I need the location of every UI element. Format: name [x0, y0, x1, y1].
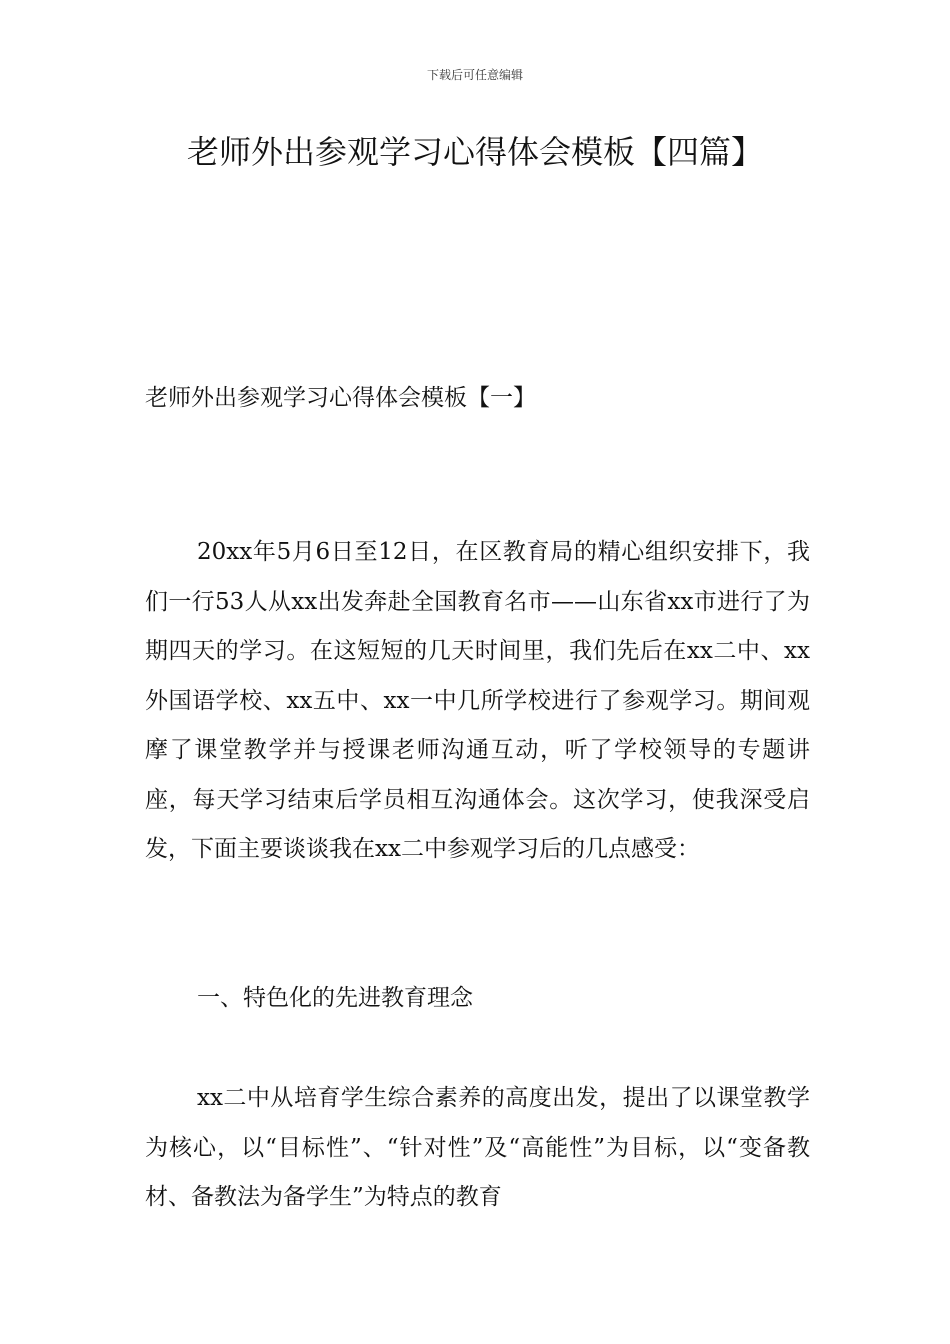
document-title: 老师外出参观学习心得体会模板【四篇】	[186, 133, 763, 171]
subheading: 一、特色化的先进教育理念	[197, 985, 473, 1011]
header-note: 下载后可任意编辑	[426, 68, 523, 82]
section-heading: 老师外出参观学习心得体会模板【一】	[145, 385, 536, 411]
body-paragraph: 20xx年5月6日至12日，在区教育局的精心组织安排下，我们一行53人从xx出发奔赴全国教育名市——山东省xx市进行了为期四天的学习。在这短短的几天时间里，我们先后在xx二中、xx外国语学校、xx五中、xx一中几所学校进行了参观学习。期间观摩了课堂教学并与授课老师沟通互动，听了学校领导的专题讲座，每天学习结束后学员相互沟通体会。这次学习，使我深受启发，下面主要谈谈我在xx二中参观学习后的几点感受：	[145, 539, 810, 862]
body-paragraph: xx二中从培育学生综合素养的高度出发，提出了以课堂教学为核心，以“目标性”、“针对性”及“高能性”为目标，以“变备教材、备教法为备学生”为特点的教育	[145, 1085, 810, 1210]
